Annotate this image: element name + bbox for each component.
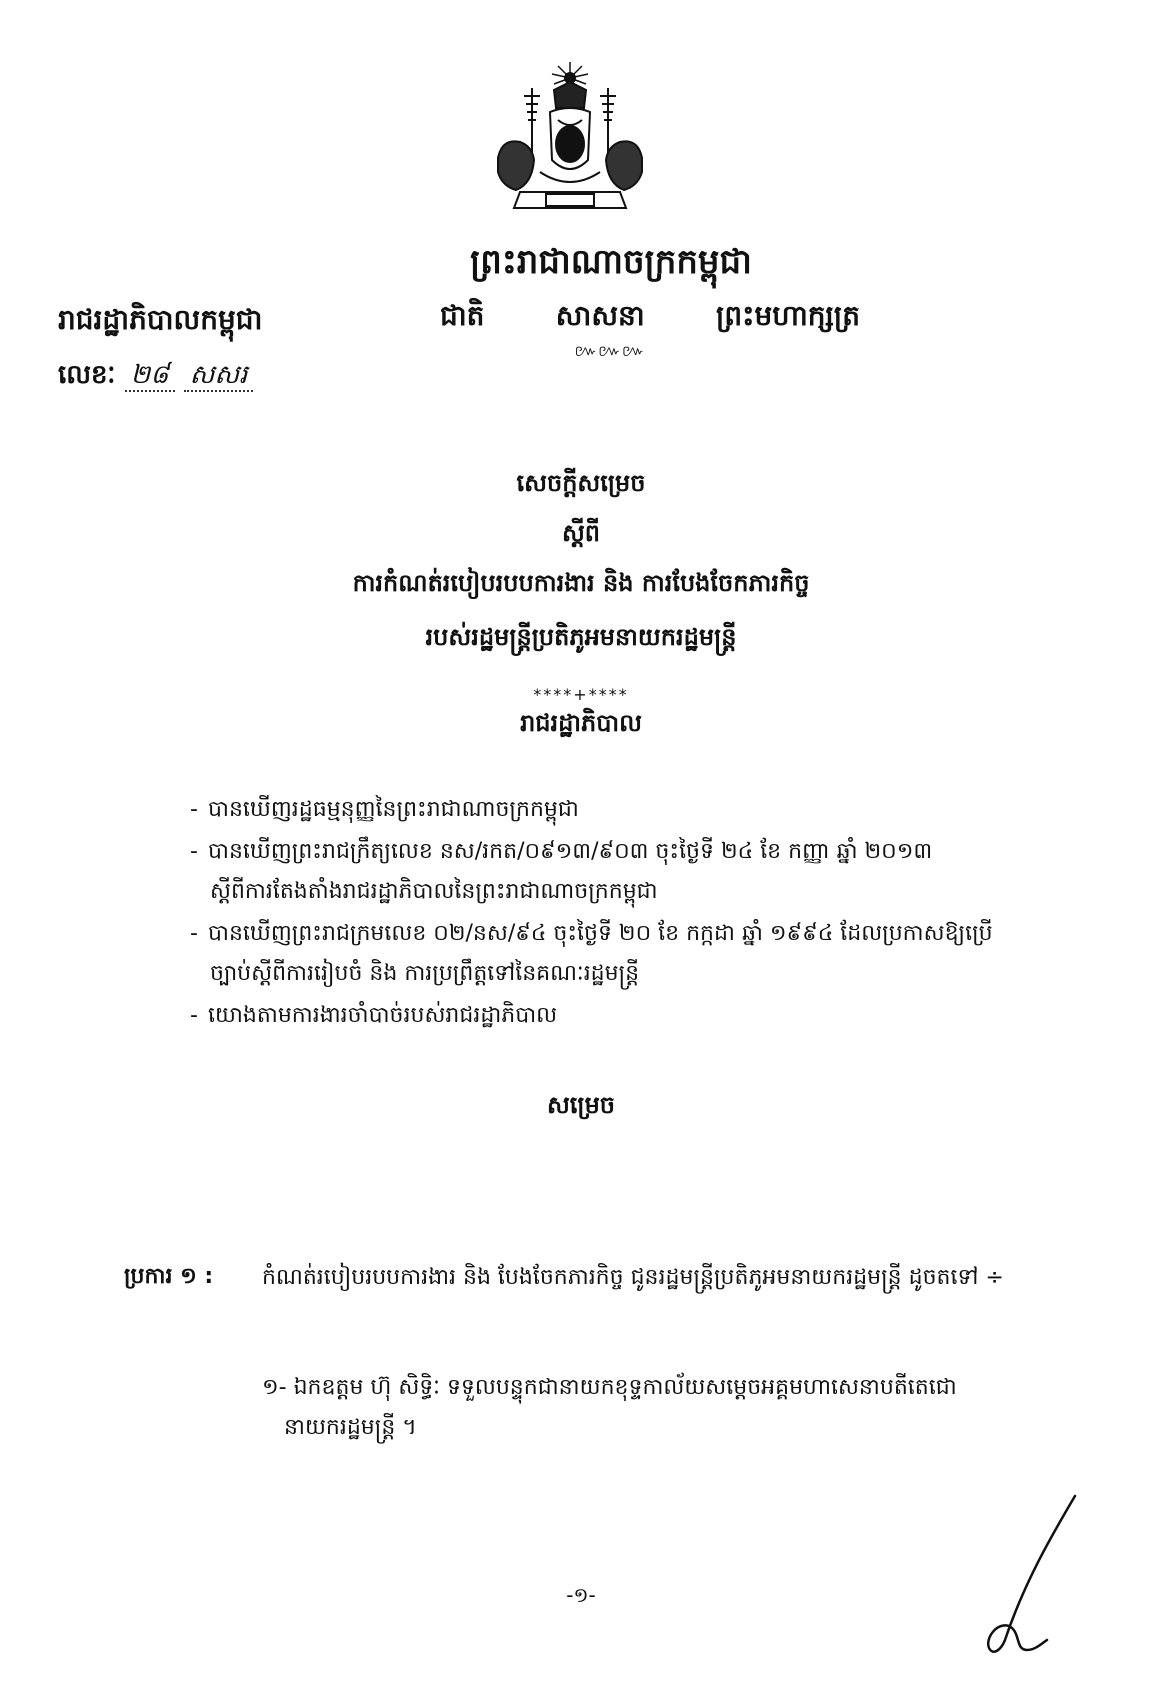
consideration-item: - បានឃើញរដ្ឋធម្មនុញ្ញនៃព្រះរាជាណាចក្រកម្ពុជា (190, 797, 579, 822)
subject-line-2: របស់រដ្ឋមន្ត្រីប្រតិភូអមនាយករដ្ឋមន្ត្រី (425, 623, 737, 651)
royal-coat-of-arms-emblem (480, 60, 660, 220)
article-item-line: ១- ឯកឧត្តម ហ៊ុ សិទ្ធិៈ ទទួលបន្ទុកជានាយកខុទ្ទកាល័យសម្តេចអគ្គមហាសេនាបតីតេជោ (262, 1375, 957, 1400)
motto-religion: សាសនា (555, 299, 645, 332)
article-text: កំណត់របៀបរបបការងារ និង បែងចែកភារកិច្ច ជូនរដ្ឋមន្ត្រីប្រតិភូអមនាយករដ្ឋមន្ត្រី ដូចតទៅ ÷ (262, 1265, 1004, 1290)
title-separator: ****+**** (533, 685, 629, 704)
consideration-text: យោងតាមការងារចាំបាច់របស់រាជរដ្ឋាភិបាល (208, 1003, 558, 1028)
motto-king: ព្រះមហាក្សត្រ (716, 299, 860, 332)
issuer-name: រាជរដ្ឋាភិបាលកម្ពុជា (58, 303, 263, 336)
body-heading: រាជរដ្ឋាភិបាល (520, 709, 642, 737)
article-item (262, 1368, 1032, 1448)
decision-title: សេចក្តីសម្រេច (516, 469, 646, 497)
consideration-text: បានឃើញរដ្ឋធម្មនុញ្ញនៃព្រះរាជាណាចក្រកម្ពុជា (208, 797, 579, 822)
national-motto (440, 298, 860, 339)
reference-number-label: លេខៈ (58, 360, 116, 390)
consideration-item: - បានឃើញព្រះរាជក្រមលេខ ០២/នស/៩៤ ចុះថ្ងៃទី ២០ ខែ កក្កដា ឆ្នាំ ១៩៩៤ ដែលប្រកាសឱ្យប្រើ ច្បាប់ស្តីពីការរៀបចំ និង ការប្រព្រឹត្តទៅនៃគណៈរដ្ឋមន្ត្រី (190, 914, 1030, 994)
consideration-continuation: ច្បាប់ស្តីពីការរៀបចំ និង ការប្រព្រឹត្តទៅនៃគណៈរដ្ឋមន្ត្រី (210, 961, 640, 986)
reference-number (58, 358, 253, 396)
consideration-item: - យោងតាមការងារចាំបាច់របស់រាជរដ្ឋាភិបាល (190, 1003, 558, 1028)
article-item-continuation: នាយករដ្ឋមន្ត្រី ។ (284, 1415, 417, 1440)
page-number: -១- (566, 1583, 596, 1607)
header-ornament: ៚៚៚ (574, 341, 646, 360)
decision-heading: សម្រេច (546, 1091, 616, 1119)
motto-nation: ជាតិ (440, 299, 485, 332)
reference-number-value: ២៨ (125, 360, 175, 392)
subject-label: ស្តីពី (561, 519, 601, 547)
article-label: ប្រការ ១ : (124, 1264, 214, 1289)
reference-number-suffix: សសរ (184, 360, 254, 392)
signature-initial (975, 1490, 1085, 1670)
consideration-continuation: ស្តីពីការតែងតាំងរាជរដ្ឋាភិបាលនៃព្រះរាជាណាចក្រកម្ពុជា (210, 879, 658, 904)
subject-line-1: ការកំណត់របៀបរបបការងារ និង ការបែងចែកភារកិច្ច (352, 569, 810, 597)
consideration-text: បានឃើញព្រះរាជក្រឹត្យលេខ នស/រកត/០៩១៣/៩០៣ ចុះថ្ងៃទី ២៤ ខែ កញ្ញា ឆ្នាំ ២០១៣ (208, 839, 933, 864)
kingdom-heading: ព្រះរាជាណាចក្រកម្ពុជា (470, 242, 752, 282)
consideration-text: បានឃើញព្រះរាជក្រមលេខ ០២/នស/៩៤ ចុះថ្ងៃទី ២០ ខែ កក្កដា ឆ្នាំ ១៩៩៤ ដែលប្រកាសឱ្យប្រើ (208, 921, 993, 946)
consideration-item: - បានឃើញព្រះរាជក្រឹត្យលេខ នស/រកត/០៩១៣/៩០៣ ចុះថ្ងៃទី ២៤ ខែ កញ្ញា ឆ្នាំ ២០១៣ ស្តីពីការតែងតាំងរាជរដ្ឋាភិបាលនៃព្រះរាជាណាចក្រកម្ពុជា (190, 832, 1030, 912)
